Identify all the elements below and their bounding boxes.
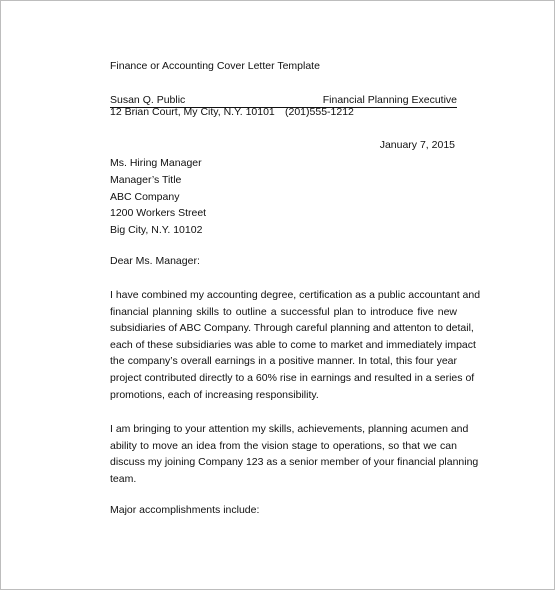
paragraph-line: each of these subsidiaries was able to come to market and immediately impact: [110, 338, 476, 351]
paragraph-line: I am bringing to your attention my skills, achievements, planning acumen and: [110, 423, 469, 435]
salutation: Dear Ms. Manager:: [110, 255, 200, 267]
sender-job-title: Financial Planning Executive: [322, 94, 457, 106]
recipient-line: Manager’s Title: [110, 173, 182, 186]
paragraph-line: promotions, each of increasing responsibility.: [110, 388, 319, 401]
paragraph-line: subsidiaries of ABC Company. Through careful planning and attenton to detail,: [110, 322, 474, 335]
recipient-line: Big City, N.Y. 10102: [110, 224, 203, 237]
body-paragraph-2: [110, 421, 479, 487]
recipient-line: ABC Company: [110, 190, 180, 203]
document-title: Finance or Accounting Cover Letter Template: [110, 60, 320, 72]
recipient-line: 1200 Workers Street: [110, 207, 207, 220]
letter-date: January 7, 2015: [379, 139, 455, 151]
recipient-block: [110, 155, 206, 239]
paragraph-line: ability to move an idea from the vision stage to operations, so that we can: [110, 439, 457, 452]
paragraph-line: financial planning skills to outline a successful plan to introduce five new: [110, 305, 457, 318]
accomplishments-intro: Major accomplishments include:: [110, 504, 260, 516]
paragraph-line: project contributed directly to a 60% rise in earnings and resulted in a series of: [110, 371, 475, 384]
body-paragraph-1: [110, 287, 481, 403]
sender-contact: [110, 106, 354, 118]
sender-phone: (201)555-1212: [285, 106, 354, 118]
paragraph-line: I have combined my accounting degree, certification as a public accountant and: [110, 289, 481, 301]
recipient-line: Ms. Hiring Manager: [110, 157, 202, 169]
sender-address: 12 Brian Court, My City, N.Y. 10101: [110, 106, 275, 118]
paragraph-line: discuss my joining Company 123 as a senior member of your financial planning: [110, 456, 479, 469]
paragraph-line: the company’s overall earnings in a positive manner. In total, this four year: [110, 355, 457, 368]
paragraph-line: team.: [110, 472, 137, 485]
sender-name: Susan Q. Public: [110, 94, 186, 106]
